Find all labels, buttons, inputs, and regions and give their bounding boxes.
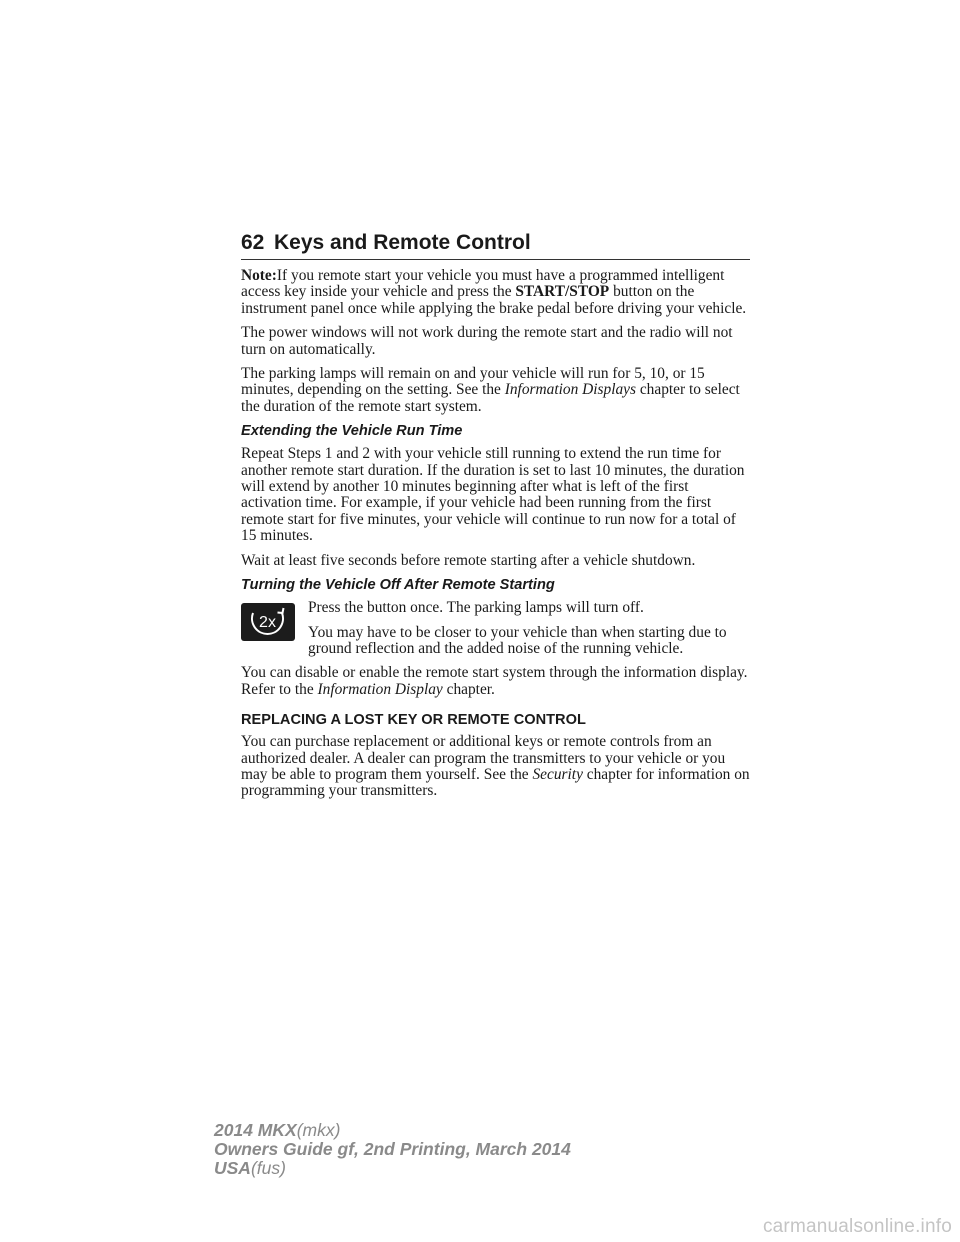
footer-market-line: USA(fus) — [214, 1158, 286, 1178]
extending-run-time-paragraph: Repeat Steps 1 and 2 with your vehicle still running to extend the run time for another remote start duration. If the duration is set to last 10 minutes, the duration will extend by another 10 minutes beginning after what is left of the first activation time. For example, if your vehicle had been running from the first remote start for five minutes, your vehicle will continue to run now for a total of 15 minutes. — [241, 445, 745, 545]
turning-off-heading: Turning the Vehicle Off After Remote Starting — [241, 577, 555, 594]
start-stop-button-name: START/STOP — [515, 283, 610, 301]
note-label: Note: — [241, 267, 277, 284]
parking-lamps-paragraph: The parking lamps will remain on and your vehicle will run for 5, 10, or 15 minutes, depending on the setting. See the Information Displays chapter to select the duration of the remote start system. — [241, 365, 740, 415]
turning-off-instructions — [241, 600, 751, 657]
page-footer — [214, 1121, 571, 1178]
watermark: carmanualsonline.info — [762, 1216, 952, 1237]
footer-model-line: 2014 MKX(mkx) — [214, 1120, 341, 1140]
replacing-key-paragraph: You can purchase replacement or additional keys or remote controls from an authorized dealer. A dealer can program the transmitters to your vehicle or you may be able to program them yourself. See the Security chapter for information on programming your transmitters. — [241, 733, 750, 800]
chapter-title: Keys and Remote Control — [274, 231, 531, 254]
information-displays-reference: Information Displays — [504, 381, 636, 399]
extending-run-time-heading: Extending the Vehicle Run Time — [241, 423, 463, 440]
remote-start-2x-icon — [241, 603, 295, 641]
footer-guide-line: Owners Guide gf, 2nd Printing, March 2014 — [214, 1139, 571, 1159]
press-button-paragraph: Press the button once. The parking lamps will turn off. — [308, 599, 644, 617]
information-display-reference: Information Display — [317, 680, 443, 698]
wait-paragraph: Wait at least five seconds before remote starting after a vehicle shutdown. — [241, 551, 696, 569]
turning-off-text — [308, 600, 751, 657]
page-header — [241, 229, 750, 260]
svg-text:2x: 2x — [259, 614, 276, 632]
closer-to-vehicle-paragraph: You may have to be closer to your vehicle than when starting due to ground reflection and the added noise of the running vehicle. — [308, 623, 727, 657]
disable-enable-paragraph: You can disable or enable the remote start system through the information display. Refer to the Information Display chapter. — [241, 664, 748, 698]
note-paragraph: Note:If you remote start your vehicle you must have a programmed intelligent access key inside your vehicle and press the START/STOP button on the instrument panel once while applying the brake pedal before driving your vehicle. — [241, 267, 747, 317]
security-reference: Security — [532, 765, 583, 783]
power-windows-paragraph: The power windows will not work during the remote start and the radio will not turn on automatically. — [241, 324, 733, 358]
page-content — [241, 268, 751, 808]
page-number: 62 — [241, 231, 265, 254]
replacing-key-heading: REPLACING A LOST KEY OR REMOTE CONTROL — [241, 712, 586, 729]
